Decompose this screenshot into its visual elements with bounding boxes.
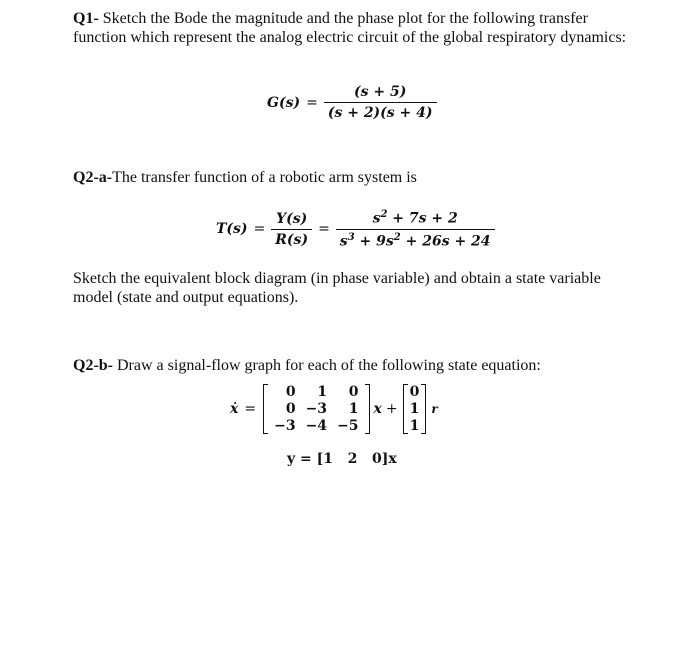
q2a-polynomial (336, 209, 495, 249)
q1-fraction (324, 84, 437, 121)
q1-eq-lhs: G(s) (267, 94, 301, 111)
matrix-a-cell: 0 (285, 384, 296, 400)
q2a-body: The transfer function of a robotic arm system is (112, 169, 417, 186)
q2a-ratio (271, 211, 312, 248)
q2a-eq-lhs: T(s) (216, 221, 248, 238)
q2a-text (73, 169, 633, 188)
matrix-a-cell: −3 (305, 401, 328, 417)
matrix-a (262, 384, 370, 434)
q2b-output-equation: y = [1 2 0]x (287, 451, 397, 467)
q2b-text (73, 357, 633, 376)
matrix-a-cell: −3 (274, 418, 296, 434)
q2a-eq-sign-2: = (318, 221, 330, 238)
q1-body: Sketch the Bode the magnitude and the phase plot for the following transfer function which represent the analog electric circuit of the global respiratory dynamics: (73, 10, 627, 46)
matrix-a-cell: 1 (348, 401, 359, 417)
q2a-task: Sketch the equivalent block diagram (in phase variable) and obtain a state variable model (state and output equations). (73, 270, 601, 306)
matrix-b-cell: 1 (409, 401, 420, 417)
matrix-a-cell: 0 (348, 384, 359, 400)
q2a-poly-den: $s^3 + 9s^2 + 26s + 24$ (336, 229, 495, 250)
matrix-b-cell: 0 (409, 384, 420, 400)
matrix-a-cell: −4 (305, 418, 328, 434)
plus-sign: + (385, 401, 398, 417)
q2a-eq-sign-1: = (253, 221, 266, 238)
q2b-label: Q2-b- (73, 357, 113, 374)
q1-numerator: (s + 5) (354, 84, 407, 100)
q2b-eq-sign: = (244, 401, 257, 417)
q1-equation (267, 84, 437, 121)
matrix-b (402, 384, 428, 434)
q1-text (73, 10, 633, 47)
q2a-equation (216, 209, 495, 249)
input-r: r (431, 402, 438, 416)
q2a-ratio-num: Y(s) (276, 210, 308, 227)
matrix-a-cell: −5 (337, 418, 359, 434)
q2a-poly-num: $s^2 + 7s + 2$ (372, 209, 458, 227)
q2b-xdot: ẋ (230, 401, 239, 417)
q1-denominator: (s + 2)(s + 4) (324, 102, 437, 121)
q2a-ratio-den: R(s) (271, 229, 312, 248)
q1-eq-sign: = (306, 94, 318, 111)
q2b-state-equation (230, 384, 438, 434)
q2b-body: Draw a signal-flow graph for each of the following state equation: (113, 357, 541, 374)
matrix-a-cell: 0 (285, 401, 296, 417)
matrix-a-cell: 1 (317, 384, 328, 400)
q1-label: Q1- (73, 10, 99, 27)
q2a-label: Q2-a- (73, 169, 113, 186)
matrix-b-cell: 1 (409, 418, 420, 434)
state-vector-x: x (373, 401, 382, 417)
